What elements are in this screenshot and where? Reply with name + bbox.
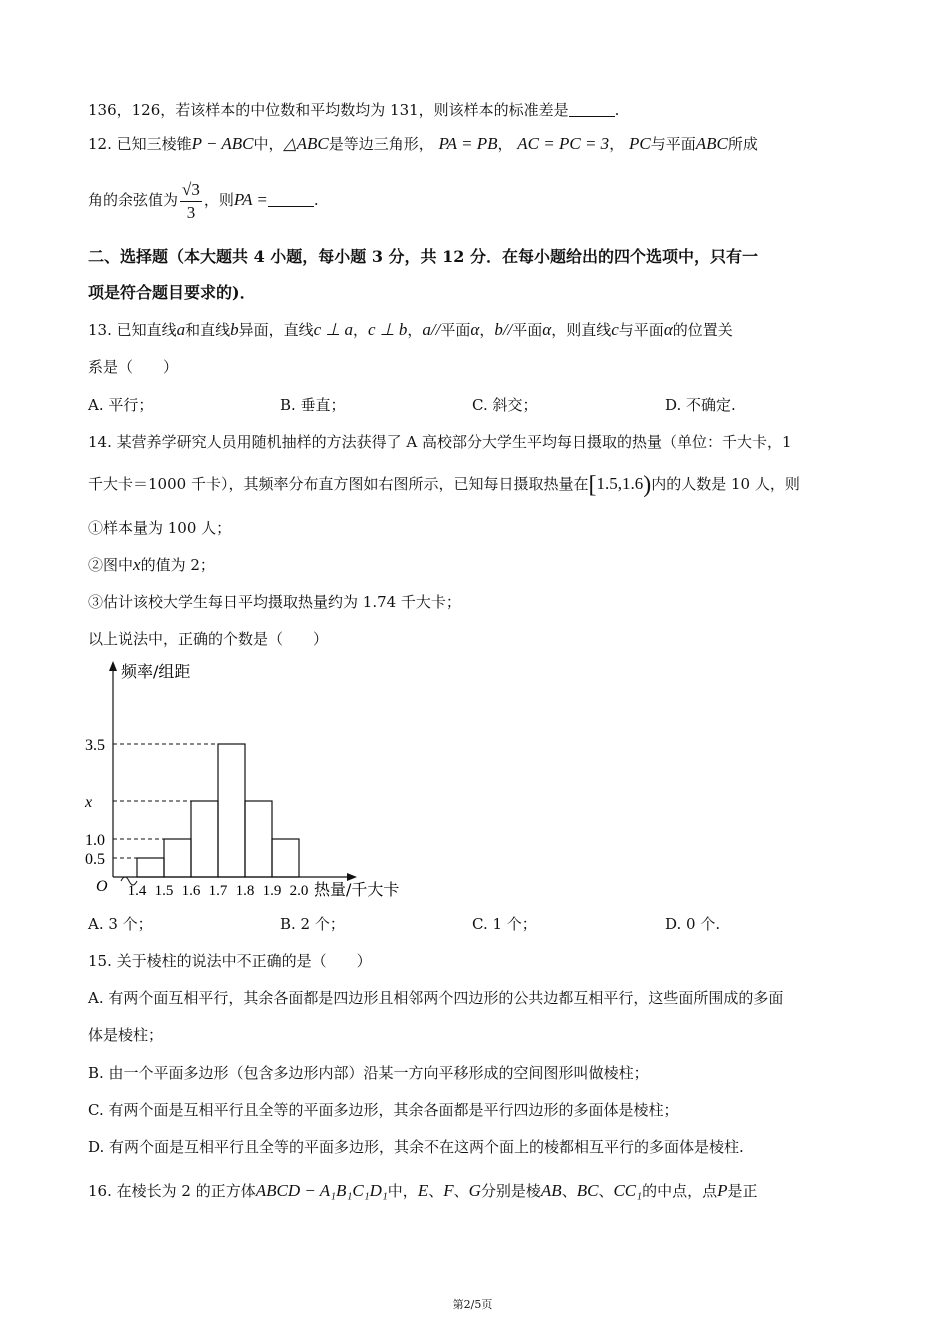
y-tick-label: 0.5 xyxy=(85,851,105,868)
histogram-bar xyxy=(272,839,299,877)
interval-bracket: [ xyxy=(588,472,597,498)
q13-text: 13. 已知直线 xyxy=(88,321,177,339)
histogram-bar xyxy=(218,744,245,877)
interval-bracket: ) xyxy=(643,472,652,498)
q13-math: a xyxy=(176,320,186,339)
q12-text: ，则 xyxy=(203,191,234,209)
q16-math: G xyxy=(468,1181,481,1200)
q13-line2: 系是（ ） xyxy=(88,358,179,376)
q12-text: 中， xyxy=(253,135,284,153)
q15-option-d[interactable]: D. 有两个面是互相平行且全等的平面多边形，其余不在这两个面上的棱都相互平行的多面体是棱柱. xyxy=(88,1138,744,1156)
q14-line2 xyxy=(88,472,863,498)
q15-option-a[interactable]: A. 有两个面互相平行，其余各面都是四边形且相邻两个四边形的公共边都互相平行，这些面所围成的多面 xyxy=(88,989,784,1007)
q15-option-c[interactable]: C. 有两个面是互相平行且全等的平面多边形，其余各面都是平行四边形的多面体是棱柱； xyxy=(88,1101,679,1119)
q16-text: 、 xyxy=(428,1182,444,1200)
q16-math: CC₁ xyxy=(613,1181,643,1200)
q13-math: a// xyxy=(422,320,441,339)
q11-tail xyxy=(88,100,863,120)
histogram-bar xyxy=(164,839,191,877)
q14-option-b[interactable]: B. 2 个； xyxy=(280,915,345,933)
y-axis-label: 频率/组距 xyxy=(121,662,191,681)
answer-blank[interactable] xyxy=(569,102,615,117)
q13-text: ，则直线 xyxy=(551,321,612,339)
q14-option-d[interactable]: D. 0 个. xyxy=(665,915,721,933)
q13-math: c ⊥ a xyxy=(313,320,354,339)
q12-line2 xyxy=(88,178,863,224)
q12-text: ， xyxy=(609,135,625,153)
q12-math: P − ABC xyxy=(191,134,254,153)
histogram-chart xyxy=(82,655,432,905)
q14-option-a[interactable]: A. 3 个； xyxy=(88,915,153,933)
q13-option-c[interactable]: C. 斜交； xyxy=(472,396,538,414)
q16-math: BC xyxy=(576,1181,599,1200)
x-tick-label: 2.0 xyxy=(289,883,309,899)
x-tick-label: 1.7 xyxy=(208,883,228,899)
x-tick-label: 1.9 xyxy=(262,883,282,899)
fraction xyxy=(180,179,202,224)
q14-statement-2 xyxy=(88,555,863,575)
q13-line1 xyxy=(88,320,863,340)
x-tick-label: 1.4 xyxy=(127,883,147,899)
q13-math: b// xyxy=(494,320,513,339)
q12-math: ABC xyxy=(695,134,728,153)
q13-text: 异面，直线 xyxy=(238,321,314,339)
q12-math: PA = PB xyxy=(438,134,498,153)
interval-values: 1.5,1.6 xyxy=(596,474,644,493)
fraction-denominator: 3 xyxy=(186,202,196,222)
q16-text: 是正 xyxy=(727,1182,758,1200)
q12-text: 所成 xyxy=(727,135,758,153)
section-heading-cont: 项是符合题目要求的)． xyxy=(88,283,256,302)
q16-text: 、 xyxy=(598,1182,614,1200)
q12-math: △ABC xyxy=(283,134,329,153)
q14-text: 内的人数是 10 人，则 xyxy=(651,475,800,493)
x-tick-label: 1.8 xyxy=(235,883,255,899)
q16-text: 、 xyxy=(453,1182,469,1200)
q16-math: AB xyxy=(540,1181,562,1200)
q16-text: 中， xyxy=(387,1182,418,1200)
q13-math: c ⊥ b xyxy=(368,320,408,339)
q12-text: 角的余弦值为 xyxy=(88,191,179,209)
histogram-bar xyxy=(191,801,218,877)
q16-text: 、 xyxy=(561,1182,577,1200)
q16-text: 分别是棱 xyxy=(480,1182,541,1200)
q14-prompt: 以上说法中，正确的个数是（ ） xyxy=(88,630,329,648)
q13-text: ， xyxy=(479,321,495,339)
q12-math: PC xyxy=(628,134,651,153)
q16-line1 xyxy=(88,1181,863,1201)
section-heading: 二、选择题（本大题共 4 小题，每小题 3 分，共 12 分．在每小题给出的四个选项中，只有一 xyxy=(88,247,758,266)
q16-math: E xyxy=(417,1181,429,1200)
q13-text: ， xyxy=(353,321,369,339)
x-tick-label: 1.5 xyxy=(154,883,174,899)
q13-option-d[interactable]: D. 不确定. xyxy=(665,396,736,414)
y-tick-label: 3.5 xyxy=(85,737,105,754)
q12-text: 与平面 xyxy=(650,135,696,153)
q13-text: 平面 xyxy=(512,321,543,339)
q12-end: . xyxy=(313,191,319,209)
q16-text: 16. 在棱长为 2 的正方体 xyxy=(88,1182,256,1200)
answer-blank[interactable] xyxy=(268,192,314,207)
page-footer: 第2/5页 xyxy=(452,1298,493,1311)
histogram-bar xyxy=(245,801,272,877)
q12-math: PA = xyxy=(233,190,268,209)
q16-math: F xyxy=(443,1181,454,1200)
q12-text: 12. 已知三棱锥 xyxy=(88,135,192,153)
q11-end: . xyxy=(614,101,620,119)
q13-math: α xyxy=(470,320,480,339)
q13-text: 与平面 xyxy=(618,321,664,339)
q16-text: 的中点，点 xyxy=(642,1182,718,1200)
q14-text: ②图中 xyxy=(88,556,134,574)
q14-text: 的值为 2； xyxy=(140,556,215,574)
histogram-bar xyxy=(137,858,164,877)
q13-text: ， xyxy=(407,321,423,339)
q14-text: 千大卡＝1000 千卡），其频率分布直方图如右图所示，已知每日摄取热量在 xyxy=(88,475,589,493)
q13-text: 的位置关 xyxy=(672,321,733,339)
y-axis-arrow xyxy=(109,661,117,671)
y-tick-label: 1.0 xyxy=(85,832,105,849)
q15-title: 15. 关于棱柱的说法中不正确的是（ ） xyxy=(88,952,372,970)
q13-text: 和直线 xyxy=(185,321,231,339)
q12-math: AC = PC = 3 xyxy=(517,134,610,153)
q14-statement-1: ①样本量为 100 人； xyxy=(88,519,232,537)
x-tick-label: 1.6 xyxy=(181,883,201,899)
origin-label: O xyxy=(96,878,108,895)
x-axis-label: 热量/千大卡 xyxy=(314,880,400,899)
q14-line1: 14. 某营养学研究人员用随机抽样的方法获得了 A 高校部分大学生平均每日摄取的热量（单位：千大卡，1 xyxy=(88,433,792,451)
q16-math: P xyxy=(717,1181,728,1200)
q13-option-b[interactable]: B. 垂直； xyxy=(280,396,346,414)
q11-text: 136，126，若该样本的中位数和平均数均为 131，则该样本的标准差是 xyxy=(88,101,569,119)
q12-text: 是等边三角形， xyxy=(328,135,434,153)
q13-math: α xyxy=(663,320,673,339)
q13-math: c xyxy=(611,320,619,339)
q12-text: ， xyxy=(497,135,513,153)
fraction-numerator: √3 xyxy=(180,179,202,202)
q13-text: 平面 xyxy=(440,321,471,339)
q12-line1 xyxy=(88,134,863,154)
y-tick-label: x xyxy=(85,794,93,811)
q14-statement-3: ③估计该校大学生每日平均摄取热量约为 1.74 千大卡； xyxy=(88,593,461,611)
q16-math: ABCD − A₁B₁C₁D₁ xyxy=(255,1181,388,1200)
q13-option-a[interactable]: A. 平行； xyxy=(88,396,154,414)
q14-math: x xyxy=(133,555,141,574)
q15-option-b[interactable]: B. 由一个平面多边形（包含多边形内部）沿某一方向平移形成的空间图形叫做棱柱； xyxy=(88,1064,649,1082)
q13-math: b xyxy=(230,320,239,339)
q13-math: α xyxy=(542,320,552,339)
q14-option-c[interactable]: C. 1 个； xyxy=(472,915,537,933)
q15-option-a-cont[interactable]: 体是棱柱； xyxy=(88,1026,164,1044)
